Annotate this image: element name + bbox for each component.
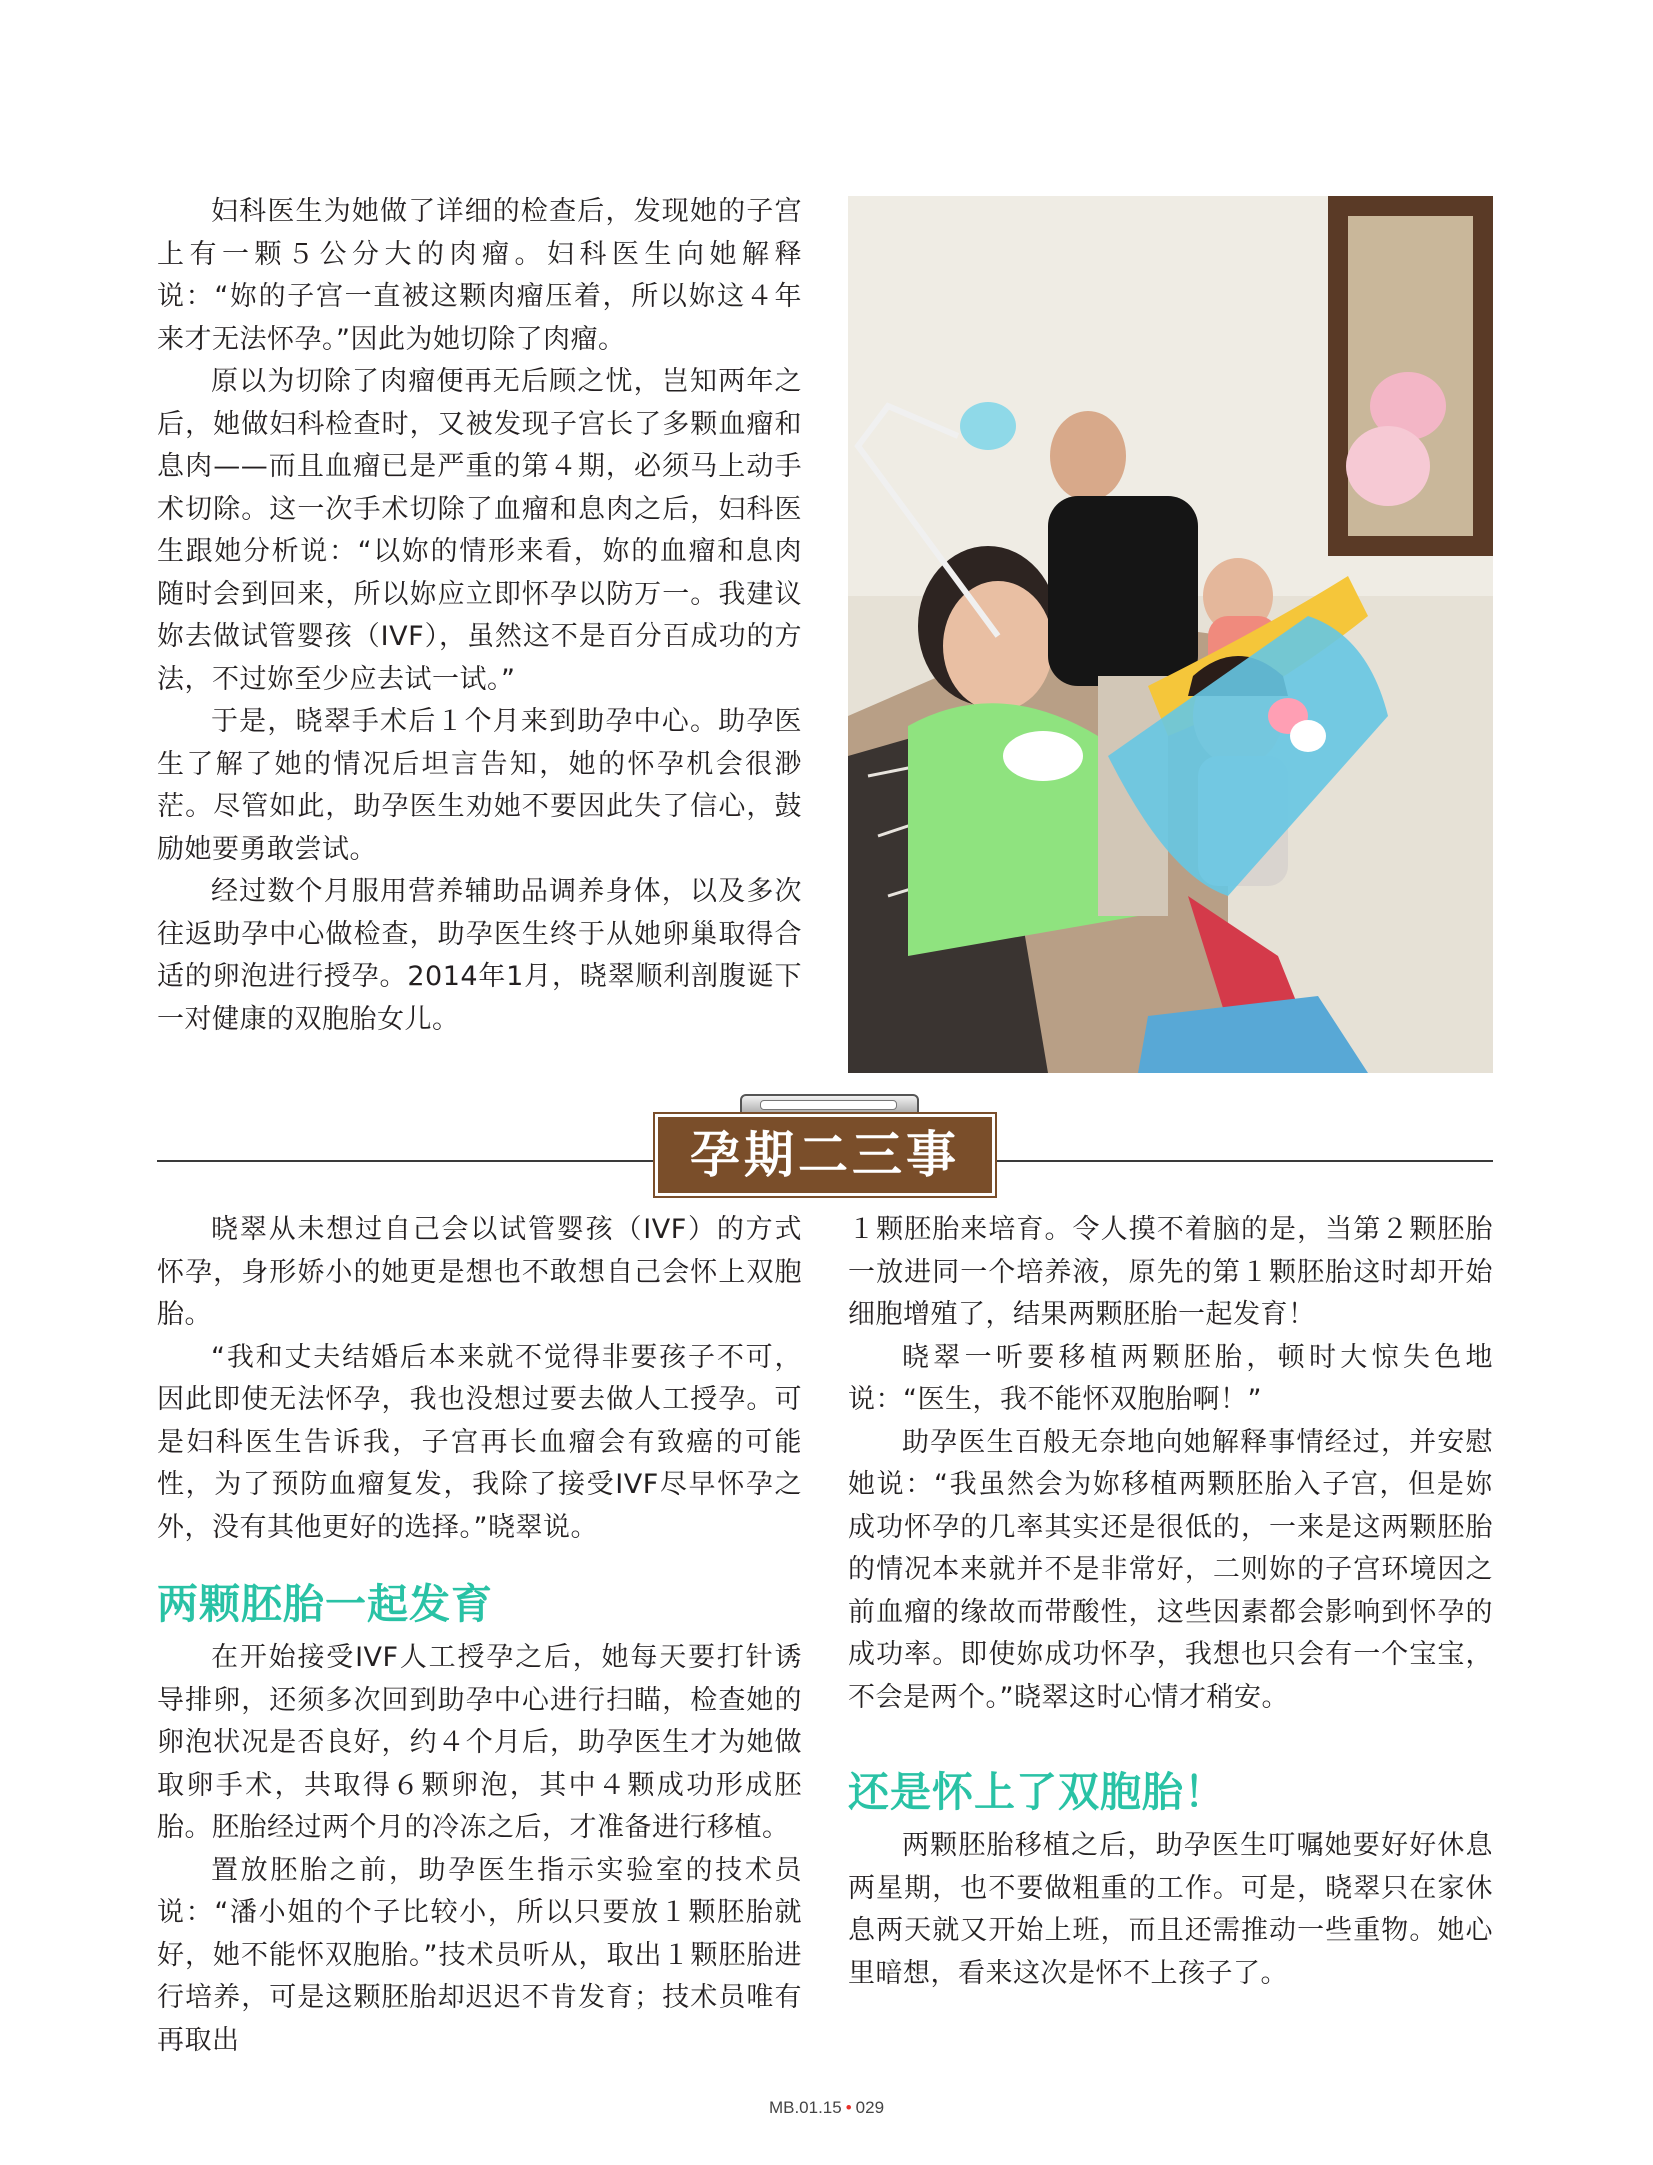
paragraph: “我和丈夫结婚后本来就不觉得非要孩子不可，因此即使无法怀孕，我也没想过要去做人工授孕。可是妇科医生告诉我，子宫再长血瘤会有致癌的可能性，为了预防血瘤复发，我除了接受IVF尽早怀孕之外，没有其他更好的选择。”晓翠说。 — [157, 1341, 802, 1543]
paragraph: 原以为切除了肉瘤便再无后顾之忧，岂知两年之后，她做妇科检查时，又被发现子宫长了多颗血瘤和息肉——而且血瘤已是严重的第４期，必须马上动手术切除。这一次手术切除了血瘤和息肉之后，妇科医生跟她分析说：“以妳的情形来看，妳的血瘤和息肉随时会到回来，所以妳应立即怀孕以防万一。我建议妳去做试管婴孩（IVF），虽然这不是百分百成功的方法，不过妳至少应去试一试。” — [157, 366, 802, 695]
paragraph: 助孕医生百般无奈地向她解释事情经过，并安慰她说：“我虽然会为妳移植两颗胚胎入子宫，但是妳成功怀孕的几率其实还是很低的，一来是这两颗胚胎的情况本来就并不是非常好，二则妳的子宫环境因之前血瘤的缘故而带酸性，这些因素都会影响到怀孕的成功率。即使妳成功怀孕，我想也只会有一个宝宝，不会是两个。”晓翠这时心情才稍安。 — [848, 1426, 1493, 1713]
page-footer — [0, 2098, 1653, 2118]
clipboard-clip-slot — [760, 1100, 897, 1110]
paragraph: 于是，晓翠手术后１个月来到助孕中心。助孕医生了解了她的情况后坦言告知，她的怀孕机会很渺茫。尽管如此，助孕医生劝她不要因此失了信心，鼓励她要勇敢尝试。 — [157, 706, 802, 865]
right-text-column — [848, 1209, 1493, 1995]
paragraph: 晓翠一听要移植两颗胚胎，顿时大惊失色地说：“医生，我不能怀双胞胎啊！” — [848, 1341, 1493, 1415]
family-photo — [848, 196, 1493, 1073]
subheading: 两颗胚胎一起发育 — [157, 1580, 493, 1628]
paragraph: 置放胚胎之前，助孕医生指示实验室的技术员说：“潘小姐的个子比较小，所以只要放１颗胚胎就好，她不能怀双胞胎。”技术员听从，取出１颗胚胎进行培养，可是这颗胚胎却迟迟不肯发育；技术员唯有再取出 — [157, 1854, 802, 2056]
page-number: 029 — [855, 2098, 885, 2117]
family-photo-illustration — [848, 196, 1493, 1073]
section-title: 孕期二三事 — [658, 1117, 992, 1193]
paragraph: 晓翠从未想过自己会以试管婴孩（IVF）的方式怀孕，身形娇小的她更是想也不敢想自己会怀上双胞胎。 — [157, 1214, 802, 1330]
issue-label: MB.01.15 — [768, 2098, 842, 2117]
paragraph: 两颗胚胎移植之后，助孕医生叮嘱她要好好休息两星期，也不要做粗重的工作。可是，晓翠只在家休息两天就又开始上班，而且还需推动一些重物。她心里暗想，看来这次是怀不上孩子了。 — [848, 1830, 1493, 1989]
top-text-column — [157, 191, 802, 1041]
bullet-icon: • — [845, 2098, 852, 2117]
subheading: 还是怀上了双胞胎！ — [848, 1768, 1226, 1816]
left-text-column — [157, 1209, 802, 2062]
paragraph: 经过数个月服用营养辅助品调养身体，以及多次往返助孕中心做检查，助孕医生终于从她卵巢取得合适的卵泡进行授孕。2014年1月，晓翠顺利剖腹诞下一对健康的双胞胎女儿。 — [157, 876, 802, 1035]
paragraph: 妇科医生为她做了详细的检查后，发现她的子宫上有一颗５公分大的肉瘤。妇科医生向她解释说：“妳的子宫一直被这颗肉瘤压着，所以妳这４年来才无法怀孕。”因此为她切除了肉瘤。 — [157, 196, 802, 355]
section-rule — [157, 1160, 669, 1162]
paragraph-continuation: １颗胚胎来培育。令人摸不着脑的是，当第２颗胚胎一放进同一个培养液，原先的第１颗胚胎这时却开始细胞增殖了，结果两颗胚胎一起发育！ — [848, 1214, 1493, 1330]
section-rule — [993, 1160, 1493, 1162]
paragraph: 在开始接受IVF人工授孕之后，她每天要打针诱导排卵，还须多次回到助孕中心进行扫瞄，检查她的卵泡状况是否良好，约４个月后，助孕医生才为她做取卵手术，共取得６颗卵泡，其中４颗成功形成胚胎。胚胎经过两个月的冷冻之后，才准备进行移植。 — [157, 1642, 802, 1843]
